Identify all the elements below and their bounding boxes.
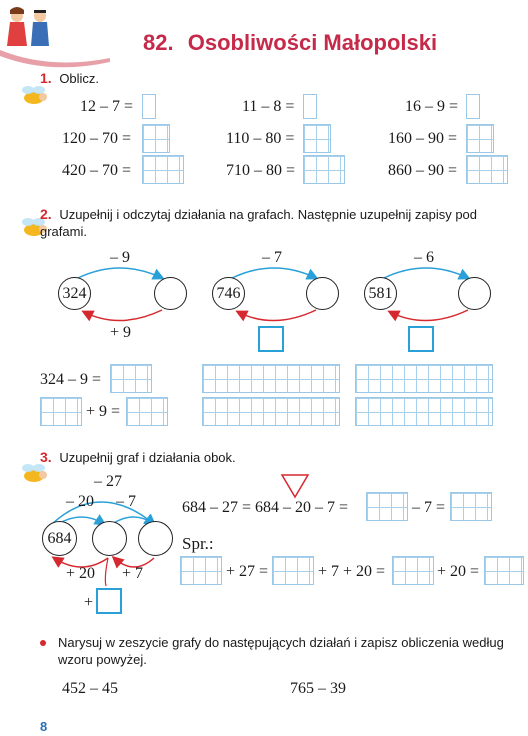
equation: 16 – 9 = [405,98,459,115]
graph-top-label: – 7 [262,249,282,266]
exercise-expression: 452 – 45 [62,680,118,697]
task3-header [40,449,236,466]
answer-grid[interactable] [272,556,314,585]
equation: 11 – 8 = [242,98,295,115]
equation: + 7 + 20 = [318,563,386,580]
answer-grid[interactable] [126,397,168,426]
lesson-number: 82. [143,30,174,55]
task1-header [40,70,99,87]
graph-start-node: 746 [212,277,245,310]
graph-middle-node[interactable] [92,521,127,556]
answer-grid[interactable] [450,492,492,521]
graph-top-label: – 6 [414,249,434,266]
writing-grid[interactable] [355,364,493,393]
folk-children-illustration [7,7,49,46]
graph-bottom-label: + 20 [66,565,96,582]
graph-end-node[interactable] [306,277,339,310]
answer-grid[interactable] [466,124,494,153]
answer-grid[interactable] [180,556,222,585]
writing-grid[interactable] [355,397,493,426]
answer-grid[interactable] [303,124,331,153]
graph-start-node: 684 [42,521,77,556]
page-title [143,30,437,56]
equation: 120 – 70 = [62,130,132,147]
equation: – 7 = [412,499,446,516]
answer-cell[interactable] [142,94,156,119]
graph-end-node[interactable] [458,277,491,310]
bullet-instruction: Narysuj w zeszycie grafy do następujących działań i zapisz obliczenia według wzoru powyżej. [58,635,504,667]
task-number: 3. [40,449,52,465]
answer-grid[interactable] [484,556,524,585]
answer-cell[interactable] [466,94,480,119]
equation: 160 – 90 = [388,130,458,147]
graph-end-node[interactable] [154,277,187,310]
writing-grid[interactable] [202,364,340,393]
answer-grid[interactable] [40,397,82,426]
page-number: 8 [40,719,48,734]
graph-operation-box[interactable] [408,326,434,352]
graph-top-label: – 9 [110,249,130,266]
equation: 420 – 70 = [62,162,132,179]
answer-grid[interactable] [392,556,434,585]
task2-header [40,206,510,240]
graph-bottom-label: + 9 [110,324,132,341]
answer-grid[interactable] [366,492,408,521]
task-instruction: Uzupełnij i odczytaj działania na grafach. Następnie uzupełnij zapisy pod grafami. [40,207,478,239]
graph-start-node: 324 [58,277,91,310]
answer-grid[interactable] [142,155,184,184]
equation: 324 – 9 = [40,371,102,388]
task-number: 1. [40,70,52,86]
bee-mascot-icon [14,84,50,110]
graph-top-label: – 27 [94,473,122,490]
task-number: 2. [40,206,52,222]
equation: + 20 = [437,563,480,580]
triangle-hint-icon [280,473,310,499]
graph-start-node: 581 [364,277,397,310]
equation: 12 – 7 = [80,98,134,115]
task-instruction: Uzupełnij graf i działania obok. [59,450,236,465]
graph-top-label: – 20 [66,493,94,510]
answer-cell[interactable] [303,94,317,119]
graph-operation-box[interactable] [258,326,284,352]
graph-operation-box[interactable] [96,588,122,614]
graph-end-node[interactable] [138,521,173,556]
equation: + 9 = [86,403,121,420]
check-label: Spr.: [182,534,214,553]
exercise-expression: 765 – 39 [290,680,346,697]
plus-sign: + [84,594,94,611]
writing-grid[interactable] [202,397,340,426]
header-corner-decoration [0,0,110,70]
answer-grid[interactable] [303,155,345,184]
lesson-title: Osobliwości Małopolski [187,30,438,55]
task-instruction: Oblicz. [59,71,100,86]
equation: 860 – 90 = [388,162,458,179]
equation: 710 – 80 = [226,162,296,179]
bullet-icon [40,640,46,646]
answer-grid[interactable] [142,124,170,153]
answer-grid[interactable] [466,155,508,184]
graph-top-label: – 7 [116,493,136,510]
equation: + 27 = [226,563,269,580]
graph-bottom-label: + 7 [122,565,144,582]
equation: 110 – 80 = [226,130,295,147]
answer-grid[interactable] [110,364,152,393]
equation: 684 – 27 = 684 – 20 – 7 = [182,499,349,516]
